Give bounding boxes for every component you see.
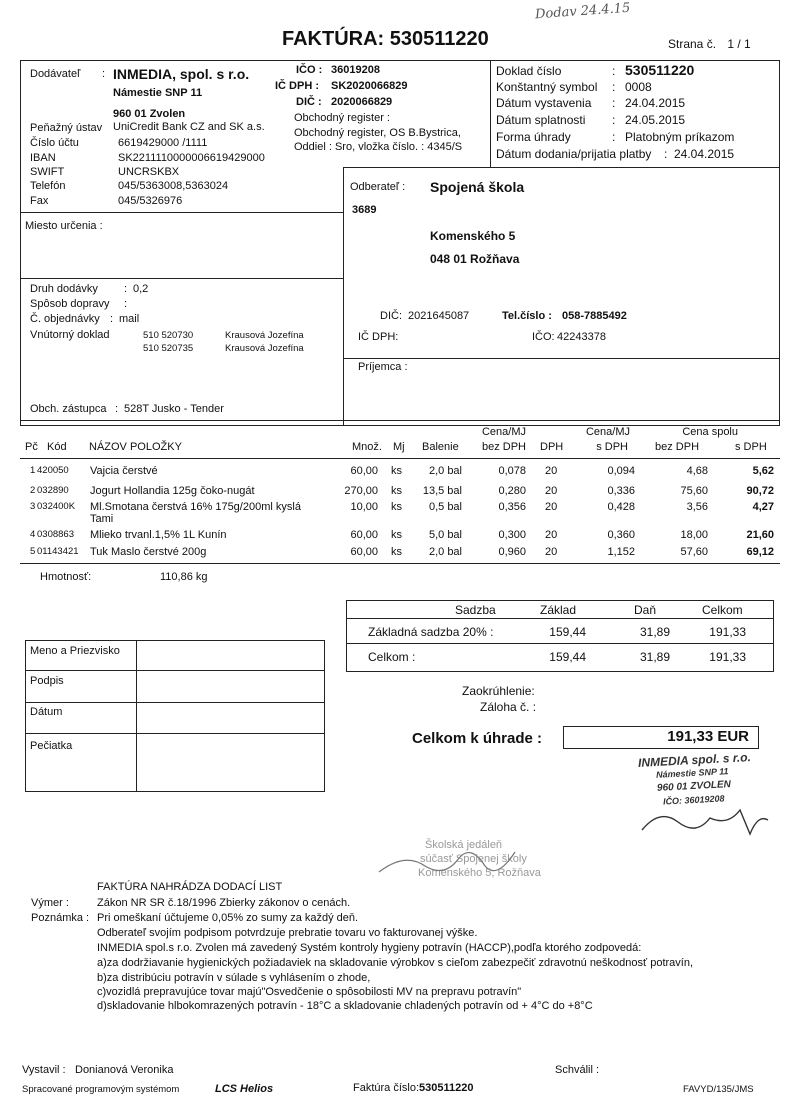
cell-code: 420050 (37, 465, 69, 476)
page-indicator (668, 37, 751, 51)
th-total: Cena spolu (682, 426, 738, 438)
th-price-gross: Cena/MJ (585, 426, 630, 438)
cell-code: 032890 (37, 485, 69, 496)
cell-qty: 60,00 (350, 529, 378, 541)
cell-code: 032400K (37, 501, 76, 512)
phone-label: Telefón (30, 180, 66, 192)
footer-invoice-label: Faktúra číslo: (353, 1082, 420, 1094)
delivery-type-value: 0,2 (133, 283, 149, 295)
cell-unit: ks (391, 485, 402, 497)
cell-price-gross: 0,094 (607, 465, 635, 477)
supplier-icdph: SK2020066829 (331, 80, 408, 92)
invoice-title-label: FAKTÚRA: (282, 28, 385, 50)
issued-by-label: Vystavil : (22, 1064, 66, 1076)
supplier-ico: 36019208 (331, 64, 380, 76)
ks-value: 0008 (625, 80, 652, 94)
customer-code: 3689 (352, 204, 377, 216)
vat-row2-total: 191,33 (709, 650, 746, 664)
supplier-name: INMEDIA, spol. s r.o. (113, 66, 250, 82)
supplier-divider (20, 212, 343, 213)
cell-pack: 0,5 bal (428, 501, 462, 513)
internal-doc-name: Krausová Jozefína (225, 343, 304, 354)
cell-name-continued: Tami (90, 513, 114, 525)
sig-sign-label: Podpis (30, 675, 64, 687)
customer-icdph-label: IČ DPH: (358, 331, 399, 343)
account-value: 6619429000 /1111 (118, 137, 208, 149)
iban-label: IBAN (30, 152, 56, 164)
footer-invoice (353, 1082, 473, 1094)
vymer-text: Zákon NR SR č.18/1996 Zbierky zákonov o cenách. (97, 897, 351, 909)
cell-name: Ml.Smotana čerstvá 16% 175g/200ml kyslá (90, 501, 301, 513)
cell-qty: 60,00 (350, 465, 378, 477)
cell-total-gross: 21,60 (746, 529, 774, 541)
vat-summary-rule (346, 618, 774, 619)
customer-city: 048 01 Rožňava (430, 252, 520, 266)
cell-price-net: 0,280 (498, 485, 526, 497)
delivery-type-label: Druh dodávky (30, 283, 98, 295)
system-name: LCS Helios (215, 1083, 274, 1095)
transport-label: Spôsob dopravy (30, 298, 110, 310)
signature-divider (136, 640, 137, 792)
order-label: Č. objednávky (30, 313, 100, 325)
total-due-value: 191,33 EUR (667, 728, 749, 745)
vat-row2-tax: 31,89 (639, 650, 670, 664)
bank-value: UniCredit Bank CZ and SK a.s. (113, 121, 265, 133)
vat-row1-base: 159,44 (549, 625, 586, 639)
iban-value: SK2211110000006619429000 (118, 152, 265, 164)
cell-unit: ks (391, 529, 402, 541)
due-label: Dátum splatnosti (496, 113, 586, 127)
cell-pack: 5,0 bal (428, 529, 462, 541)
bank-label: Peňažný ústav (30, 122, 103, 134)
cell-pack: 13,5 bal (422, 485, 462, 497)
supplier-stamp-line3: 960 01 ZVOLEN (656, 779, 732, 794)
swift-label: SWIFT (30, 166, 65, 178)
colon: : (102, 68, 106, 80)
footer-invoice-value: 530511220 (419, 1082, 474, 1094)
cell-pc: 1 (30, 465, 36, 476)
cell-pc: 4 (30, 529, 36, 540)
colon: : (110, 313, 114, 325)
customer-dic-label: DIČ: (380, 310, 402, 322)
cell-vat: 20 (545, 546, 558, 558)
supplier-ico-label: IČO : (296, 64, 323, 76)
vat-h-total: Celkom (702, 603, 743, 617)
recipient-divider (343, 359, 344, 426)
cell-qty: 270,00 (344, 485, 378, 497)
supplier-label: Dodávateľ (30, 68, 81, 80)
poznamka-label: Poznámka : (31, 912, 90, 924)
vat-row2-label: Celkom : (368, 650, 416, 664)
cell-vat: 20 (545, 465, 558, 477)
internal-doc-number: 510 520730 (143, 330, 194, 341)
due-value: 24.05.2015 (625, 113, 686, 127)
colon: : (124, 283, 128, 295)
destination-divider (20, 278, 343, 279)
cell-price-net: 0,960 (498, 546, 526, 558)
supplier-stamp-line1: INMEDIA spol. s r.o. (637, 750, 752, 770)
page-value: 1 / 1 (727, 37, 751, 51)
sig-date-label: Dátum (30, 706, 63, 718)
register-label: Obchodný register : (294, 112, 390, 124)
colon: : (664, 147, 668, 161)
note-line: Pri omeškaní účtujeme 0,05% zo sumy za každý deň. (97, 912, 359, 924)
supplier-dic: 2020066829 (331, 96, 393, 108)
signature-box (25, 640, 325, 792)
payment-label: Forma úhrady (496, 130, 571, 144)
customer-label: Odberateľ : (350, 181, 406, 193)
cell-total-net: 75,60 (680, 485, 708, 497)
cell-price-net: 0,356 (498, 501, 526, 513)
th-code: Kód (47, 441, 67, 453)
cell-vat: 20 (545, 501, 558, 513)
customer-stamp-line2: súčasť Spojenej školy (420, 853, 527, 865)
supplier-stamp-line4: IČO: 36019208 (662, 793, 725, 807)
delivery-date-label: Dátum dodania/prijatia platby (496, 147, 652, 161)
cell-vat: 20 (545, 485, 558, 497)
cell-total-gross: 4,27 (752, 501, 774, 513)
customer-stamp-line3: Komenského 5, Rožňava (418, 867, 541, 879)
note-line: b)za distribúciu potravín v súlade s vyhlásením o zhode, (97, 972, 371, 984)
fax-value: 045/5326976 (118, 195, 183, 207)
cell-unit: ks (391, 465, 402, 477)
customer-ico: 42243378 (557, 331, 606, 343)
vat-row1-tax: 31,89 (639, 625, 670, 639)
cell-qty: 10,00 (350, 501, 378, 513)
customer-tel-label: Tel.číslo : (502, 310, 552, 322)
cell-pc: 5 (30, 546, 36, 557)
th-total-net: bez DPH (655, 441, 700, 453)
deposit-label: Záloha č. : (480, 700, 537, 714)
destination-label: Miesto určenia : (25, 220, 103, 232)
th-qty: Množ. (352, 441, 382, 453)
agent-label: Obch. zástupca (30, 403, 107, 415)
th-net: bez DPH (481, 441, 526, 453)
cell-total-gross: 69,12 (746, 546, 774, 558)
doc-number-value: 530511220 (625, 62, 695, 78)
colon: : (612, 80, 616, 94)
vat-h-tax: Daň (634, 603, 657, 617)
supplier-city: 960 01 Zvolen (113, 108, 186, 120)
account-label: Číslo účtu (30, 137, 79, 149)
cell-pack: 2,0 bal (428, 465, 462, 477)
supplier-signature-icon (640, 800, 770, 840)
cell-qty: 60,00 (350, 546, 378, 558)
table-header-rule (20, 458, 780, 459)
note-line: INMEDIA spol.s r.o. Zvolen má zavedený Systém kontroly hygieny potravín (HACCP),podľa ktorého zodpovedá: (97, 942, 642, 954)
th-price-net: Cena/MJ (481, 426, 526, 438)
cell-name: Jogurt Hollandia 125g čoko-nugát (90, 485, 255, 497)
note-line: c)vozidlá prepravujúce tovar majú"Osvedčenie o spôsobilosti MV na prepravu potravín" (97, 986, 522, 998)
cell-price-gross: 0,336 (607, 485, 635, 497)
supplier-street: Námestie SNP 11 (113, 87, 203, 99)
colon: : (115, 403, 119, 415)
cell-total-net: 18,00 (680, 529, 708, 541)
cell-total-net: 3,56 (686, 501, 708, 513)
payment-value: Platobným príkazom (625, 130, 735, 144)
colon: : (612, 113, 616, 127)
ks-label: Konštantný symbol (496, 80, 598, 94)
internal-doc-label: Vnútorný doklad (30, 329, 110, 341)
supplier-stamp-line2: Námestie SNP 11 (655, 766, 729, 780)
swift-value: UNCRSKBX (118, 166, 180, 178)
order-value: mail (119, 313, 140, 325)
note-line: a)za dodržiavanie hygienických požiadaviek na skladovanie výrobkov s cieľom zabezpečiť zdravotnú neškodnosť potravín, (97, 957, 694, 969)
approved-label: Schválil : (555, 1064, 600, 1076)
delivery-date-value: 24.04.2015 (674, 147, 735, 161)
cell-name: Vajcia čerstvé (90, 465, 158, 477)
handwritten-note: Dodav 24.4.15 (534, 0, 631, 23)
supplier-icdph-label: IČ DPH : (275, 80, 319, 92)
customer-name: Spojená škola (430, 179, 525, 195)
fax-label: Fax (30, 195, 49, 207)
th-total-gross: s DPH (735, 441, 767, 453)
supplier-dic-label: DIČ : (296, 96, 322, 108)
cell-pc: 2 (30, 485, 36, 496)
issued-value: 24.04.2015 (625, 96, 686, 110)
cell-total-gross: 90,72 (746, 485, 774, 497)
total-due-label: Celkom k úhrade : (412, 730, 543, 747)
register-line2: Oddiel : Sro, vložka číslo. : 4345/S (294, 141, 463, 153)
cell-pack: 2,0 bal (428, 546, 462, 558)
cell-price-gross: 0,360 (607, 529, 635, 541)
weight-label: Hmotnosť: (40, 571, 92, 583)
internal-doc-name: Krausová Jozefína (225, 330, 304, 341)
note-line: d)skladovanie hlbokomrazených potravín - 18°C a skladovanie chladených potravín od + 4°C do +8°C (97, 1000, 593, 1012)
doc-divider (490, 60, 491, 167)
rounding-label: Zaokrúhlenie: (462, 684, 535, 698)
customer-tel: 058-7885492 (562, 310, 627, 322)
signature-rule (25, 702, 325, 703)
signature-rule (25, 670, 325, 671)
vat-row1-total: 191,33 (709, 625, 746, 639)
vat-row1-label: Základná sadzba 20% : (368, 625, 494, 639)
phone-value: 045/5363008,5363024 (118, 180, 229, 192)
cell-code: 0308863 (37, 529, 74, 540)
recipient-label: Príjemca : (358, 361, 408, 373)
issued-by: Donianová Veronika (75, 1064, 174, 1076)
cell-price-net: 0,078 (498, 465, 526, 477)
colon: : (124, 298, 128, 310)
customer-signature-icon (375, 832, 535, 888)
vat-summary-rule2 (346, 643, 774, 644)
cell-total-gross: 5,62 (752, 465, 774, 477)
form-code: FAVYD/135/JMS (683, 1084, 754, 1095)
cell-vat: 20 (545, 529, 558, 541)
th-unit: Mj (393, 441, 405, 453)
cell-pc: 3 (30, 501, 36, 512)
sig-stamp-label: Pečiatka (30, 740, 73, 752)
weight-value: 110,86 kg (160, 571, 208, 583)
cell-name: Tuk Maslo čerstvé 200g (90, 546, 207, 558)
cell-price-net: 0,300 (498, 529, 526, 541)
vat-h-base: Základ (540, 603, 577, 617)
table-bottom-rule (20, 563, 780, 564)
cell-total-net: 4,68 (686, 465, 708, 477)
th-name: NÁZOV POLOŽKY (89, 441, 182, 453)
table-top-rule (20, 420, 780, 421)
cell-name: Mlieko trvanl.1,5% 1L Kunín (90, 529, 227, 541)
vymer-label: Výmer : (31, 897, 69, 909)
sig-name-label: Meno a Priezvisko (30, 645, 120, 657)
note-line: Odberateľ svojím podpisom potvrdzuje prebratie tovaru vo fakturovanej výške. (97, 927, 478, 939)
internal-doc-number: 510 520735 (143, 343, 194, 354)
cell-price-gross: 0,428 (607, 501, 635, 513)
agent-value: 528T Jusko - Tender (124, 403, 224, 415)
cell-code: 01143421 (37, 546, 79, 557)
customer-dic: 2021645087 (408, 310, 470, 322)
delivery-note: FAKTÚRA NAHRÁDZA DODACÍ LIST (97, 881, 283, 893)
cell-unit: ks (391, 546, 402, 558)
th-pc: Pč (25, 441, 38, 453)
colon: : (612, 130, 616, 144)
signature-rule (25, 733, 325, 734)
cell-unit: ks (391, 501, 402, 513)
vat-row2-base: 159,44 (549, 650, 586, 664)
colon: : (612, 64, 616, 78)
th-pack: Balenie (422, 441, 459, 453)
th-gross: s DPH (596, 441, 628, 453)
invoice-title-number: 530511220 (389, 28, 489, 50)
customer-ico-label: IČO: (532, 331, 555, 343)
doc-number-label: Doklad číslo (496, 64, 562, 78)
colon: : (612, 96, 616, 110)
customer-street: Komenského 5 (430, 229, 516, 243)
cell-price-gross: 1,152 (607, 546, 635, 558)
cell-total-net: 57,60 (680, 546, 708, 558)
invoice-title (282, 28, 489, 51)
customer-stamp-line1: Školská jedáleň (425, 839, 503, 851)
th-vat: DPH (540, 441, 564, 453)
register-line1: Obchodný register, OS B.Bystrica, (294, 127, 461, 139)
issued-label: Dátum vystavenia (496, 96, 592, 110)
system-label: Spracované programovým systémom (22, 1084, 180, 1095)
vat-h-rate: Sadzba (455, 603, 496, 617)
page-label: Strana č. (668, 37, 717, 51)
